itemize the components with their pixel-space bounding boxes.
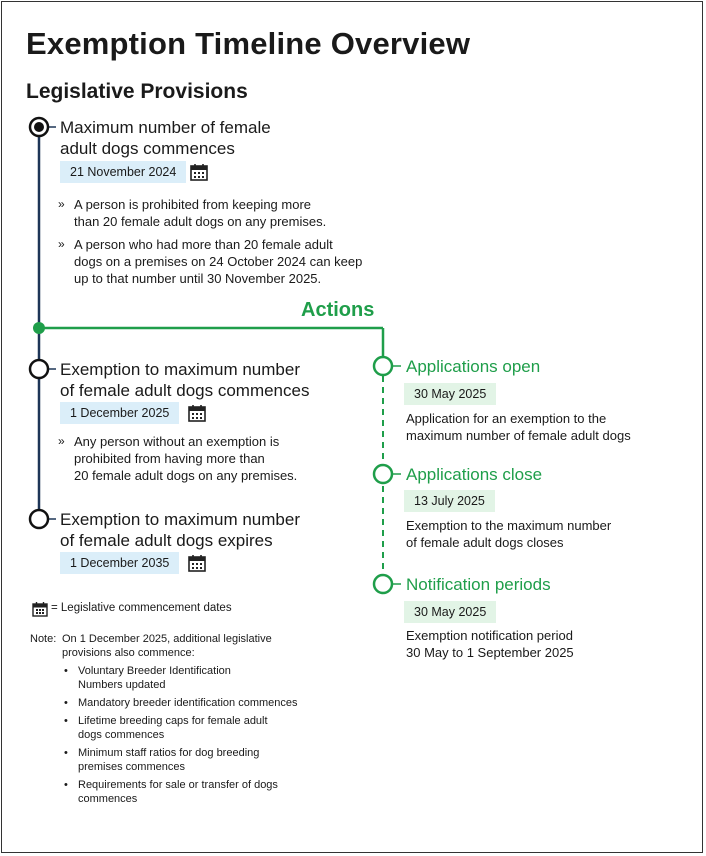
list-item: • Lifetime breeding caps for female adult dogs commences — [64, 715, 268, 741]
action-description: Exemption to the maximum number of female adult dogs closes — [406, 518, 612, 550]
list-item: » A person is prohibited from keeping more than 20 female adult dogs on any premises. — [58, 197, 327, 229]
milestone-title-line: adult dogs commences — [60, 139, 235, 158]
legend-text: = Legislative commencement dates — [51, 602, 232, 614]
calendar-icon — [188, 404, 206, 422]
date-tag: 13 July 2025 — [404, 490, 495, 512]
date-tag: 21 November 2024 — [60, 161, 186, 183]
date-tag: 1 December 2035 — [60, 552, 179, 574]
actions-label: Actions — [301, 299, 375, 321]
list-item: • Requirements for sale or transfer of dogs commences — [64, 779, 278, 805]
action-node-icon — [374, 357, 392, 375]
list-item: » A person who had more than 20 female adult dogs on a premises on 24 October 2024 can keep up to that number until 30 November 2025. — [58, 237, 363, 286]
milestone-title — [60, 359, 309, 401]
list-item: » Any person without an exemption is prohibited from having more than 20 female adult dogs on any premises. — [58, 434, 298, 483]
calendar-icon — [188, 554, 206, 572]
note-list — [62, 664, 362, 806]
list-item: • Minimum staff ratios for dog breeding premises commences — [64, 747, 260, 773]
note-label: Note: — [30, 633, 57, 645]
action-title: Notification periods — [406, 575, 551, 594]
milestone-title-line: Exemption to maximum number — [60, 360, 300, 379]
date-tag: 1 December 2025 — [60, 402, 179, 424]
action-node-icon — [374, 575, 392, 593]
milestone-title-line: of female adult dogs expires — [60, 531, 273, 550]
section-title: Legislative Provisions — [26, 80, 248, 103]
milestone-title — [60, 509, 300, 551]
action-title: Applications close — [406, 465, 543, 484]
branch-node-icon — [33, 322, 45, 334]
milestone-title-line: Maximum number of female — [60, 118, 271, 137]
action-title: Applications open — [406, 357, 541, 376]
date-tag: 30 May 2025 — [404, 601, 496, 623]
node-current-icon — [30, 118, 48, 136]
note-body: On 1 December 2025, additional legislative provisions also commence: • Voluntary Breeder Identification Numbers updated • Mandatory breeder identification commences • Lifetime breeding caps for female adult dogs commences • Minimum staff ratios for dog breeding premises commences • Requirements for sale or transfer of dogs commences — [62, 632, 362, 810]
calendar-icon — [190, 163, 208, 181]
list-item: • Voluntary Breeder Identification Numbers updated — [64, 665, 231, 691]
date-tag: 30 May 2025 — [404, 383, 496, 405]
page-title: Exemption Timeline Overview — [26, 26, 471, 61]
list-item: • Mandatory breeder identification commences — [64, 697, 298, 709]
action-description: Application for an exemption to the maximum number of female adult dogs — [406, 411, 631, 443]
node-open-icon — [30, 360, 48, 378]
action-description: Exemption notification period 30 May to 1 September 2025 — [406, 628, 574, 660]
milestone-title-line: of female adult dogs commences — [60, 381, 310, 400]
action-node-icon — [374, 465, 392, 483]
node-open-icon — [30, 510, 48, 528]
milestone-title — [60, 117, 271, 159]
milestone-bullets — [58, 196, 398, 293]
milestone-title-line: Exemption to maximum number — [60, 510, 300, 529]
calendar-icon — [32, 601, 48, 617]
milestone-bullets — [58, 433, 358, 490]
